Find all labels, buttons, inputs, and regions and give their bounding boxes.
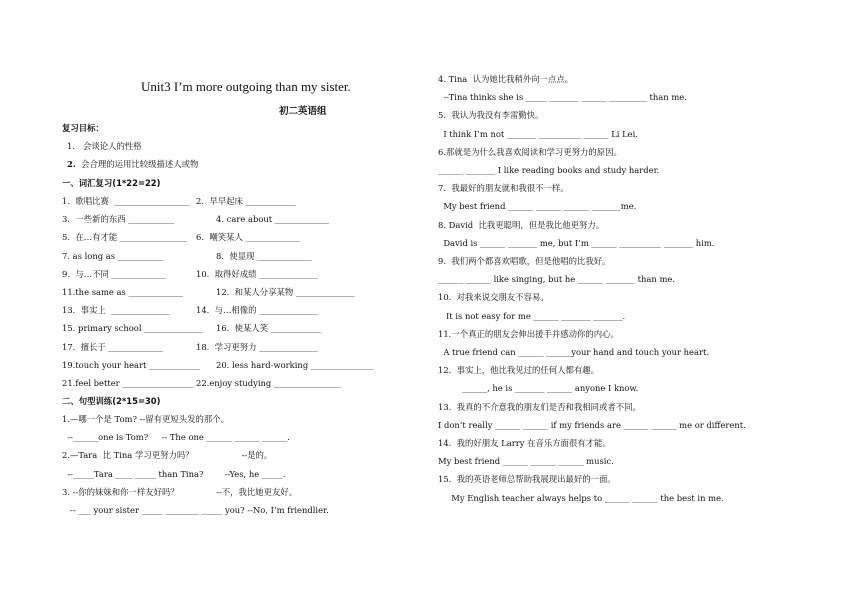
sentence-prompt: 10. 对我来说交朋友不容易。 xyxy=(438,292,549,303)
vocab-item: 5. 在…有才能 ________________ xyxy=(62,232,187,243)
vocab-item: 15. primary school ______________ xyxy=(62,323,203,334)
sentence-blank-line: ______, he is _______ ______ anyone I know. xyxy=(438,383,639,394)
page-title: Unit3 I’m more outgoing than my sister. xyxy=(141,79,351,94)
sentence-blank-line: It is not easy for me ______ _______ _______. xyxy=(438,310,626,321)
sentence-prompt: 1.—哪一个是 Tom? --留有更短头发的那个。 xyxy=(62,414,230,424)
sentence-blank-line: --_____Tara ____ _____ than Tina? --Yes, he _____. xyxy=(62,468,286,479)
vocab-item: 2. 早早起床 ____________ xyxy=(196,196,296,206)
vocab-item: 1. 歌唱比赛 __________________ xyxy=(62,196,190,206)
sentence-prompt: 7. 我最好的朋友就和我很不一样。 xyxy=(438,183,569,194)
vocab-item: 3. 一些新的东西 ___________ xyxy=(62,214,175,225)
sentence-prompt: 3. --你的妹妹和你一样友好吗？ --不，我比她更友好。 xyxy=(62,486,298,497)
sentence-blank-line: I don’t really ______ ______ if my friends are ______ ______ me or different. xyxy=(438,419,746,430)
sentence-blank-line: My best friend ______ ______ ______ _______me. xyxy=(438,201,637,212)
sentence-prompt: 2.—Tara 比 Tina 学习更努力吗？ --是的。 xyxy=(62,450,273,461)
vocab-item: 14. 与…相像的 ______________ xyxy=(196,305,318,316)
sentence-blank-line: A true friend can ______ ______your hand and touch your heart. xyxy=(438,347,710,357)
objective-item-2-text: 会合理的运用比较级描述人或物 xyxy=(75,159,199,169)
vocab-item: 16. 使某人笑 ____________ xyxy=(216,323,322,334)
objective-item-2 xyxy=(67,159,198,169)
objectives-heading: 复习目标： xyxy=(62,123,104,133)
sentence-blank-line: --Tina thinks she is _____ _______ ______ _________ than me. xyxy=(438,92,687,103)
sentence-blank-line: I think I’m not _______ __________ ______ Li Lei. xyxy=(438,128,638,139)
vocab-item: 12. 和某人分享某物 ______________ xyxy=(216,287,355,297)
vocab-item: 11.the same as _____________ xyxy=(62,287,183,297)
section2-heading: 二、句型训练(2*15=30) xyxy=(62,396,161,406)
vocab-item: 18. 学习更努力 ______________ xyxy=(196,341,318,352)
vocab-item: 10. 取得好成绩 ______________ xyxy=(196,268,318,279)
vocab-item: 9. 与…不同 _____________ xyxy=(62,268,166,279)
sentence-blank-line: -- ___ your sister _____ ________ _____ you? --No, I’m friendlier. xyxy=(62,505,329,515)
sentence-blank-line: ______ _______ I like reading books and study harder. xyxy=(438,165,660,175)
vocab-item: 19.touch your heart ____________ xyxy=(62,359,200,370)
sentence-prompt: 12. 事实上，他比我见过的任何人都有趣。 xyxy=(438,365,600,376)
objective-item-1: 1. 会谈论人的性格 xyxy=(67,141,142,151)
sentence-blank-line: My best friend ______ ______ ______ music. xyxy=(438,456,614,467)
vocab-item: 22.enjoy studying ________________ xyxy=(196,378,341,388)
sentence-blank-line: ______ ______ like singing, but he ______ _______ than me. xyxy=(438,274,676,285)
vocab-item: 7. as long as ___________ xyxy=(62,250,164,261)
vocab-item: 4. care about _____________ xyxy=(216,214,330,225)
vocab-item: 17. 擅长于 _____________ xyxy=(62,341,163,352)
objective-item-2-number: 2. xyxy=(67,159,76,169)
vocab-item: 6. 嘲笑某人 _____________ xyxy=(196,232,300,243)
vocab-item: 20. less hard-working _______________ xyxy=(216,359,374,370)
vocab-item: 21.feel better _________________ xyxy=(62,378,194,388)
sentence-blank-line: My English teacher always helps to ______ ______ the best in me. xyxy=(438,492,724,503)
sentence-prompt: 6.那就是为什么我喜欢阅读和学习更努力的原因。 xyxy=(438,146,622,157)
sentence-prompt: 8. David 比我更聪明，但是我比他更努力。 xyxy=(438,219,605,230)
sentence-prompt: 5. 我认为我没有李雷勤快。 xyxy=(438,110,544,121)
sentence-prompt: 4. Tina 认为她比我稍外向一点点。 xyxy=(438,74,574,84)
author-group: 初二英语组 xyxy=(279,106,327,117)
sentence-prompt: 13. 我真的不介意我的朋友们是否和我相同或者不同。 xyxy=(438,401,641,412)
sentence-blank-line: --______one is Tom? -- The one ______ ______ ______. xyxy=(62,432,290,443)
sentence-prompt: 11.一个真正的朋友会伸出援手并感动你的内心。 xyxy=(438,328,619,339)
sentence-prompt: 15. 我的英语老师总帮助我展现出最好的一面。 xyxy=(438,474,616,485)
section1-heading: 一、词汇复习(1*22=22) xyxy=(62,178,161,188)
vocab-item: 13. 事实上 ______________ xyxy=(62,305,170,316)
sentence-prompt: 14. 我的好朋友 Larry 在音乐方面很有才能。 xyxy=(438,438,611,448)
sentence-blank-line: David is ______ _______ me, but I’m ______ __________ _______ him. xyxy=(438,237,715,248)
sentence-prompt: 9. 我们两个都喜欢唱歌，但是他唱的比我好。 xyxy=(438,256,611,266)
vocab-item: 8. 使显现 _____________ xyxy=(216,250,312,261)
